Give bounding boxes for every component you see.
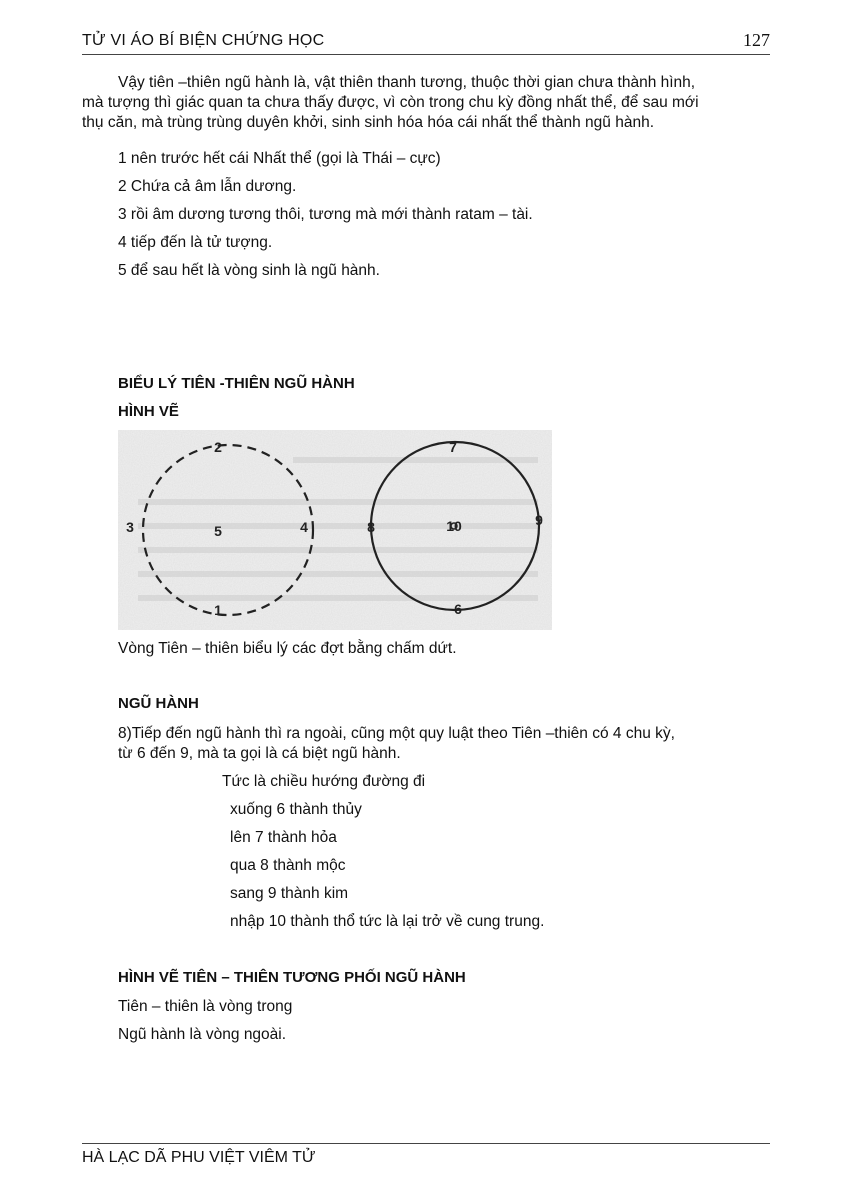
left-label-center: 5 xyxy=(214,523,222,539)
direction-item-5: nhập 10 thành thổ tức là lại trở về cung trung. xyxy=(230,913,545,930)
tuong-phoi-line-2: Ngũ hành là vòng ngoài. xyxy=(118,1026,287,1043)
left-label-left: 3 xyxy=(126,519,134,535)
direction-item-3: qua 8 thành mộc xyxy=(230,857,346,874)
right-label-center: 10 xyxy=(446,518,462,534)
direction-line: Tức là chiều hướng đường đi xyxy=(222,773,426,790)
step-3: 3 rồi âm dương tương thôi, tương mà mới thành ratam – tài. xyxy=(118,206,533,223)
direction-item-2: lên 7 thành hỏa xyxy=(230,829,337,846)
left-label-top: 2 xyxy=(214,439,222,455)
direction-item-4: sang 9 thành kim xyxy=(230,885,349,902)
step-4: 4 tiếp đến là tử tượng. xyxy=(118,234,273,251)
page-header xyxy=(82,30,770,55)
left-label-bottom: 1 xyxy=(214,602,222,618)
direction-item-1: xuống 6 thành thủy xyxy=(230,801,362,818)
ngu-hanh-para-line-1: 8)Tiếp đến ngũ hành thì ra ngoài, cũng một quy luật theo Tiên –thiên có 4 chu kỳ, xyxy=(118,725,675,742)
step-1: 1 nên trước hết cái Nhất thể (gọi là Thái – cực) xyxy=(118,150,441,167)
right-label-top: 7 xyxy=(449,439,457,455)
section-subheading-hinh-ve: HÌNH VẼ xyxy=(118,403,179,420)
ngu-hanh-para-line-2: từ 6 đến 9, mà ta gọi là cá biệt ngũ hành. xyxy=(118,745,401,762)
section-heading-ngu-hanh: NGŨ HÀNH xyxy=(118,695,199,712)
right-label-bottom: 6 xyxy=(454,601,462,617)
right-label-left: 8 xyxy=(367,519,375,535)
right-label-right: 9 xyxy=(535,512,543,528)
left-label-right: 4 xyxy=(300,519,308,535)
section-heading-bieu-ly: BIỂU LÝ TIÊN -THIÊN NGŨ HÀNH xyxy=(118,375,355,392)
intro-line-3: thụ căn, mà trùng trùng duyên khởi, sinh sinh hóa hóa cái nhất thể thành ngũ hành. xyxy=(82,114,655,131)
tuong-phoi-line-1: Tiên – thiên là vòng trong xyxy=(118,998,293,1015)
figure-caption: Vòng Tiên – thiên biểu lý các đợt bằng chấm dứt. xyxy=(118,640,457,657)
page-footer xyxy=(82,1143,770,1166)
step-5: 5 để sau hết là vòng sinh là ngũ hành. xyxy=(118,262,380,279)
footer-text: HÀ LẠC DÃ PHU VIỆT VIÊM TỬ xyxy=(82,1149,316,1166)
step-2: 2 Chứa cả âm lẫn dương. xyxy=(118,178,297,195)
intro-line-2: mà tượng thì giác quan ta chưa thấy được, vì còn trong chu kỳ đồng nhất thể, để sau mới xyxy=(82,94,699,111)
cycle-figure xyxy=(118,430,552,630)
intro-line-1: Vậy tiên –thiên ngũ hành là, vật thiên thanh tương, thuộc thời gian chưa thành hình, xyxy=(118,74,696,91)
section-heading-tuong-phoi: HÌNH VẼ TIÊN – THIÊN TƯƠNG PHỐI NGŨ HÀNH xyxy=(118,969,466,986)
cycle-diagram xyxy=(118,430,552,630)
header-title: TỬ VI ÁO BÍ BIỆN CHỨNG HỌC xyxy=(82,32,325,49)
page-number: 127 xyxy=(743,30,770,50)
